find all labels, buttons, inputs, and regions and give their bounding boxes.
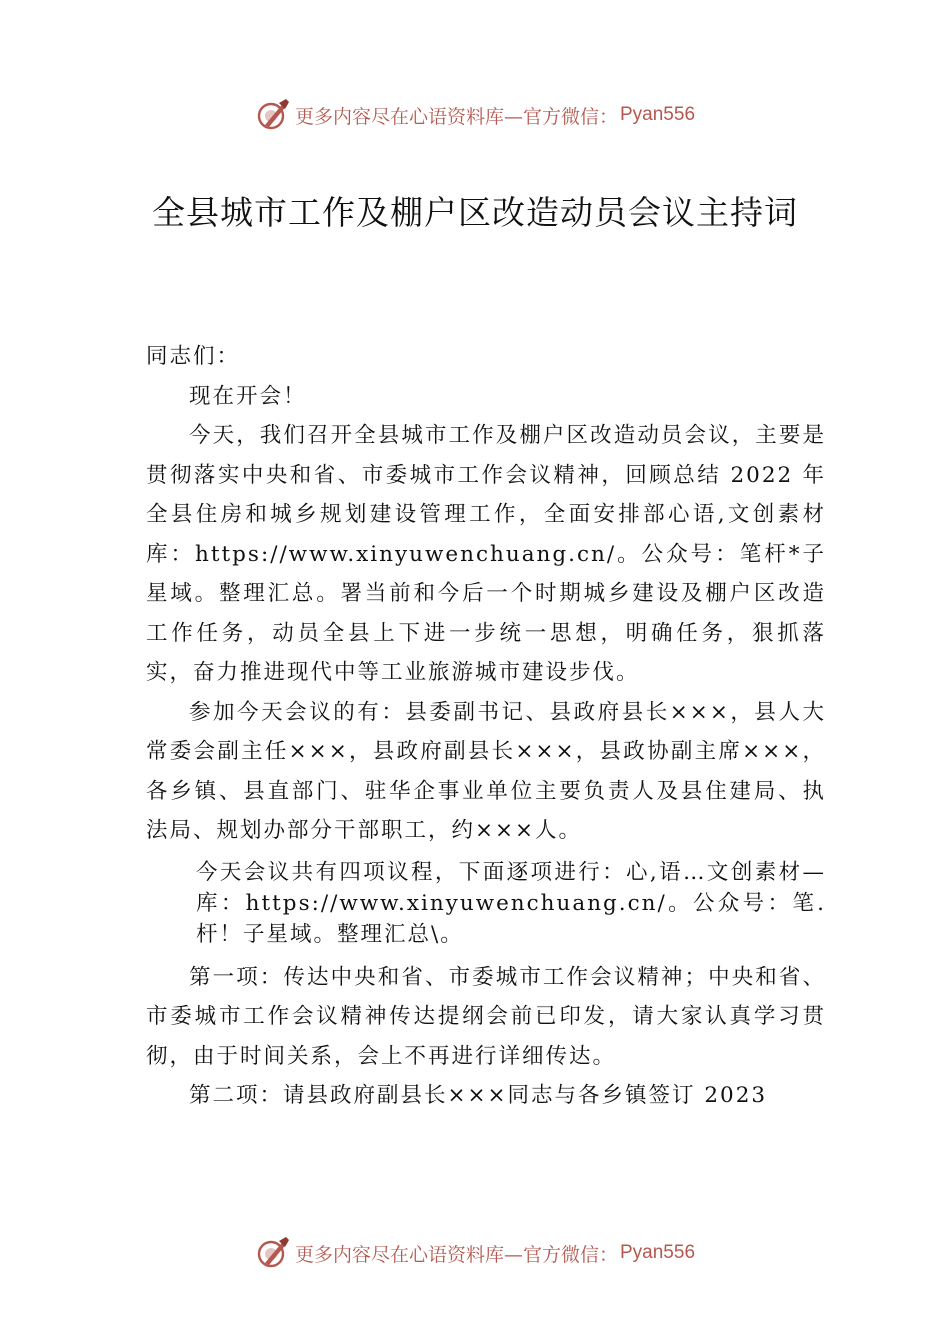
document-body [146,337,826,1112]
paragraph-item-two: 第二项：请县政府副县长×××同志与各乡镇签订 2023 [189,1083,768,1108]
salutation: 同志们： [146,344,241,369]
watermark-banner-bottom [0,1233,950,1273]
watermark-text: 更多内容尽在心语资料库—官方微信： [294,105,618,128]
watermark-wechat-id: Pyan556 [620,104,696,125]
watermark-banner-top [0,95,950,135]
paragraph-attendees: 参加今天会议的有：县委副书记、县政府县长×××，县人大常委会副主任×××，县政府副县长×××，县政协副主席×××，各乡镇、县直部门、驻华企事业单位主要负责人及县住建局、执法局、规划办部分干部职工，约×××人。 [146,699,826,843]
paragraph-agenda: 今天会议共有四项议程，下面逐项进行：心,语…文创素材—库：https://www.xinyuwenchuang.cn/。公众号：笔.杆！子星域。整理汇总\。 [196,859,826,947]
paragraph-item-one: 第一项：传达中央和省、市委城市工作会议精神；中央和省、市委城市工作会议精神传达提纲会前已印发，请大家认真学习贯彻，由于时间关系，会上不再进行详细传达。 [146,964,826,1069]
document-title: 全县城市工作及棚户区改造动员会议主持词 [152,193,798,232]
quill-circle-icon [255,1235,291,1271]
watermark-wechat-id: Pyan556 [620,1242,696,1263]
watermark-text: 更多内容尽在心语资料库—官方微信： [294,1243,618,1266]
quill-circle-icon [255,97,291,133]
paragraph-opening: 现在开会！ [189,383,307,409]
paragraph-purpose: 今天，我们召开全县城市工作及棚户区改造动员会议，主要是贯彻落实中央和省、市委城市工作会议精神，回顾总结 2022 年全县住房和城乡规划建设管理工作，全面安排部心语,文创素材库：https://www.xinyuwenchuang.cn/。公众号：笔杆*子星域。整理汇总。署当前和今后一个时期城乡建设及棚户区改造工作任务，动员全县上下进一步统一思想，明确任务，狠抓落实，奋力推进现代中等工业旅游城市建设步伐。 [146,423,826,685]
